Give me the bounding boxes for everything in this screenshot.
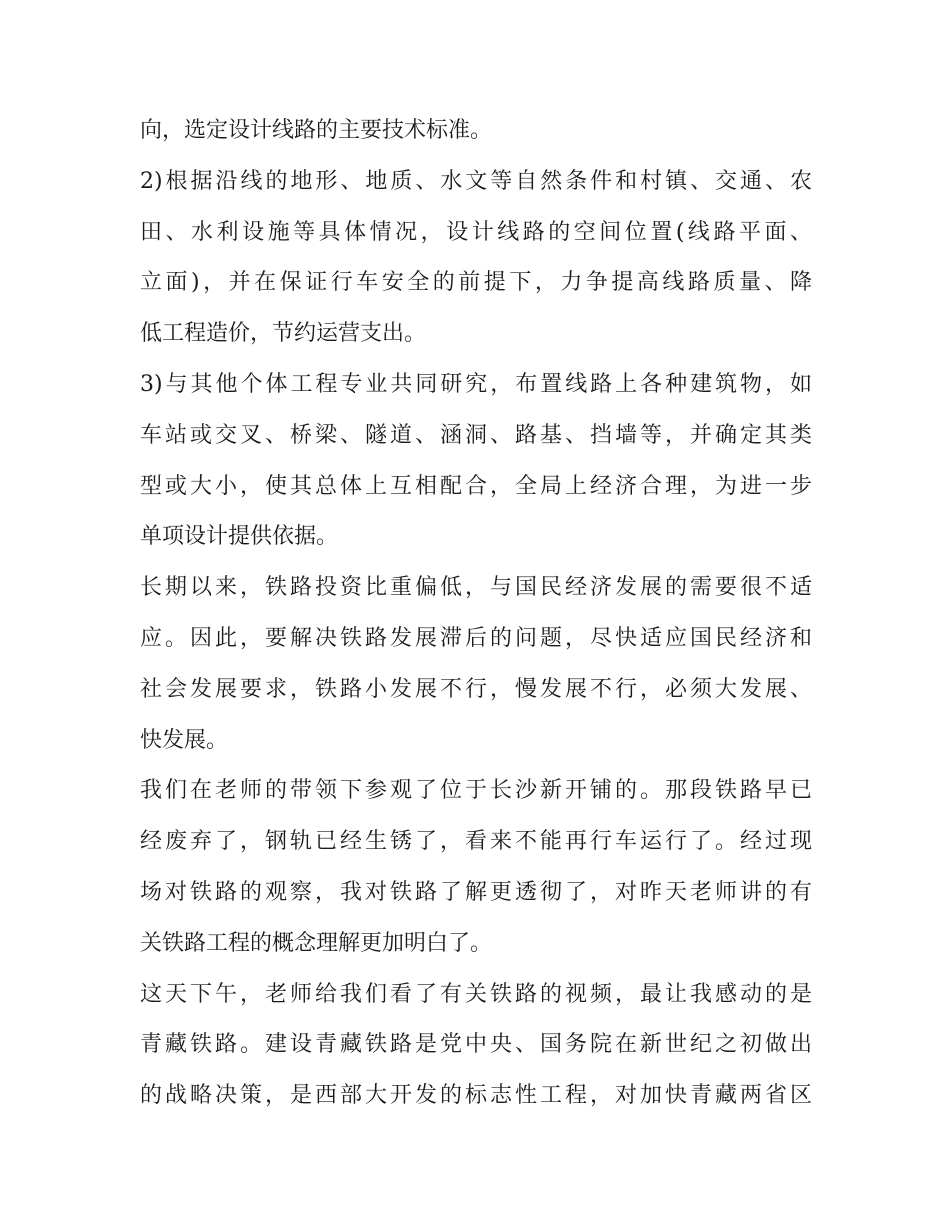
text-line: 型或大小，使其总体上互相配合，全局上经济合理，为进一步 (140, 473, 812, 499)
text-line: 向，选定设计线路的主要技术标准。 (140, 118, 493, 143)
text-line: 快发展。 (140, 727, 229, 753)
text-line: 场对铁路的观察，我对铁路了解更透彻了，对昨天老师讲的有 (140, 879, 812, 905)
text-line: 青藏铁路。建设青藏铁路是党中央、国务院在新世纪之初做出 (140, 1032, 812, 1058)
text-line: 单项设计提供依据。 (140, 524, 339, 550)
text-line: 长期以来，铁路投资比重偏低，与国民经济发展的需要很不适 (140, 575, 812, 601)
text-line: 立面)，并在保证行车安全的前提下，力争提高线路质量、降 (140, 270, 812, 296)
document-body (140, 106, 812, 1122)
text-line: 3)与其他个体工程专业共同研究，布置线路上各种建筑物，如 (140, 371, 812, 397)
text-line: 2)根据沿线的地形、地质、水文等自然条件和村镇、交通、农 (140, 168, 812, 194)
text-line: 应。因此，要解决铁路发展滞后的问题，尽快适应国民经济和 (140, 625, 812, 651)
text-line: 低工程造价，节约运营支出。 (140, 321, 427, 347)
text-line: 我们在老师的带领下参观了位于长沙新开铺的。那段铁路早已 (140, 778, 812, 804)
text-line: 田、水利设施等具体情况，设计线路的空间位置(线路平面、 (140, 219, 812, 245)
text-line: 的战略决策，是西部大开发的标志性工程，对加快青藏两省区 (140, 1083, 812, 1109)
text-line: 这天下午，老师给我们看了有关铁路的视频，最让我感动的是 (140, 981, 812, 1007)
text-line: 社会发展要求，铁路小发展不行，慢发展不行，必须大发展、 (140, 676, 812, 702)
text-line: 车站或交叉、桥梁、隧道、涵洞、路基、挡墙等，并确定其类 (140, 422, 812, 448)
text-line: 经废弃了，钢轨已经生锈了，看来不能再行车运行了。经过现 (140, 829, 812, 855)
text-line: 关铁路工程的概念理解更加明白了。 (140, 930, 493, 956)
